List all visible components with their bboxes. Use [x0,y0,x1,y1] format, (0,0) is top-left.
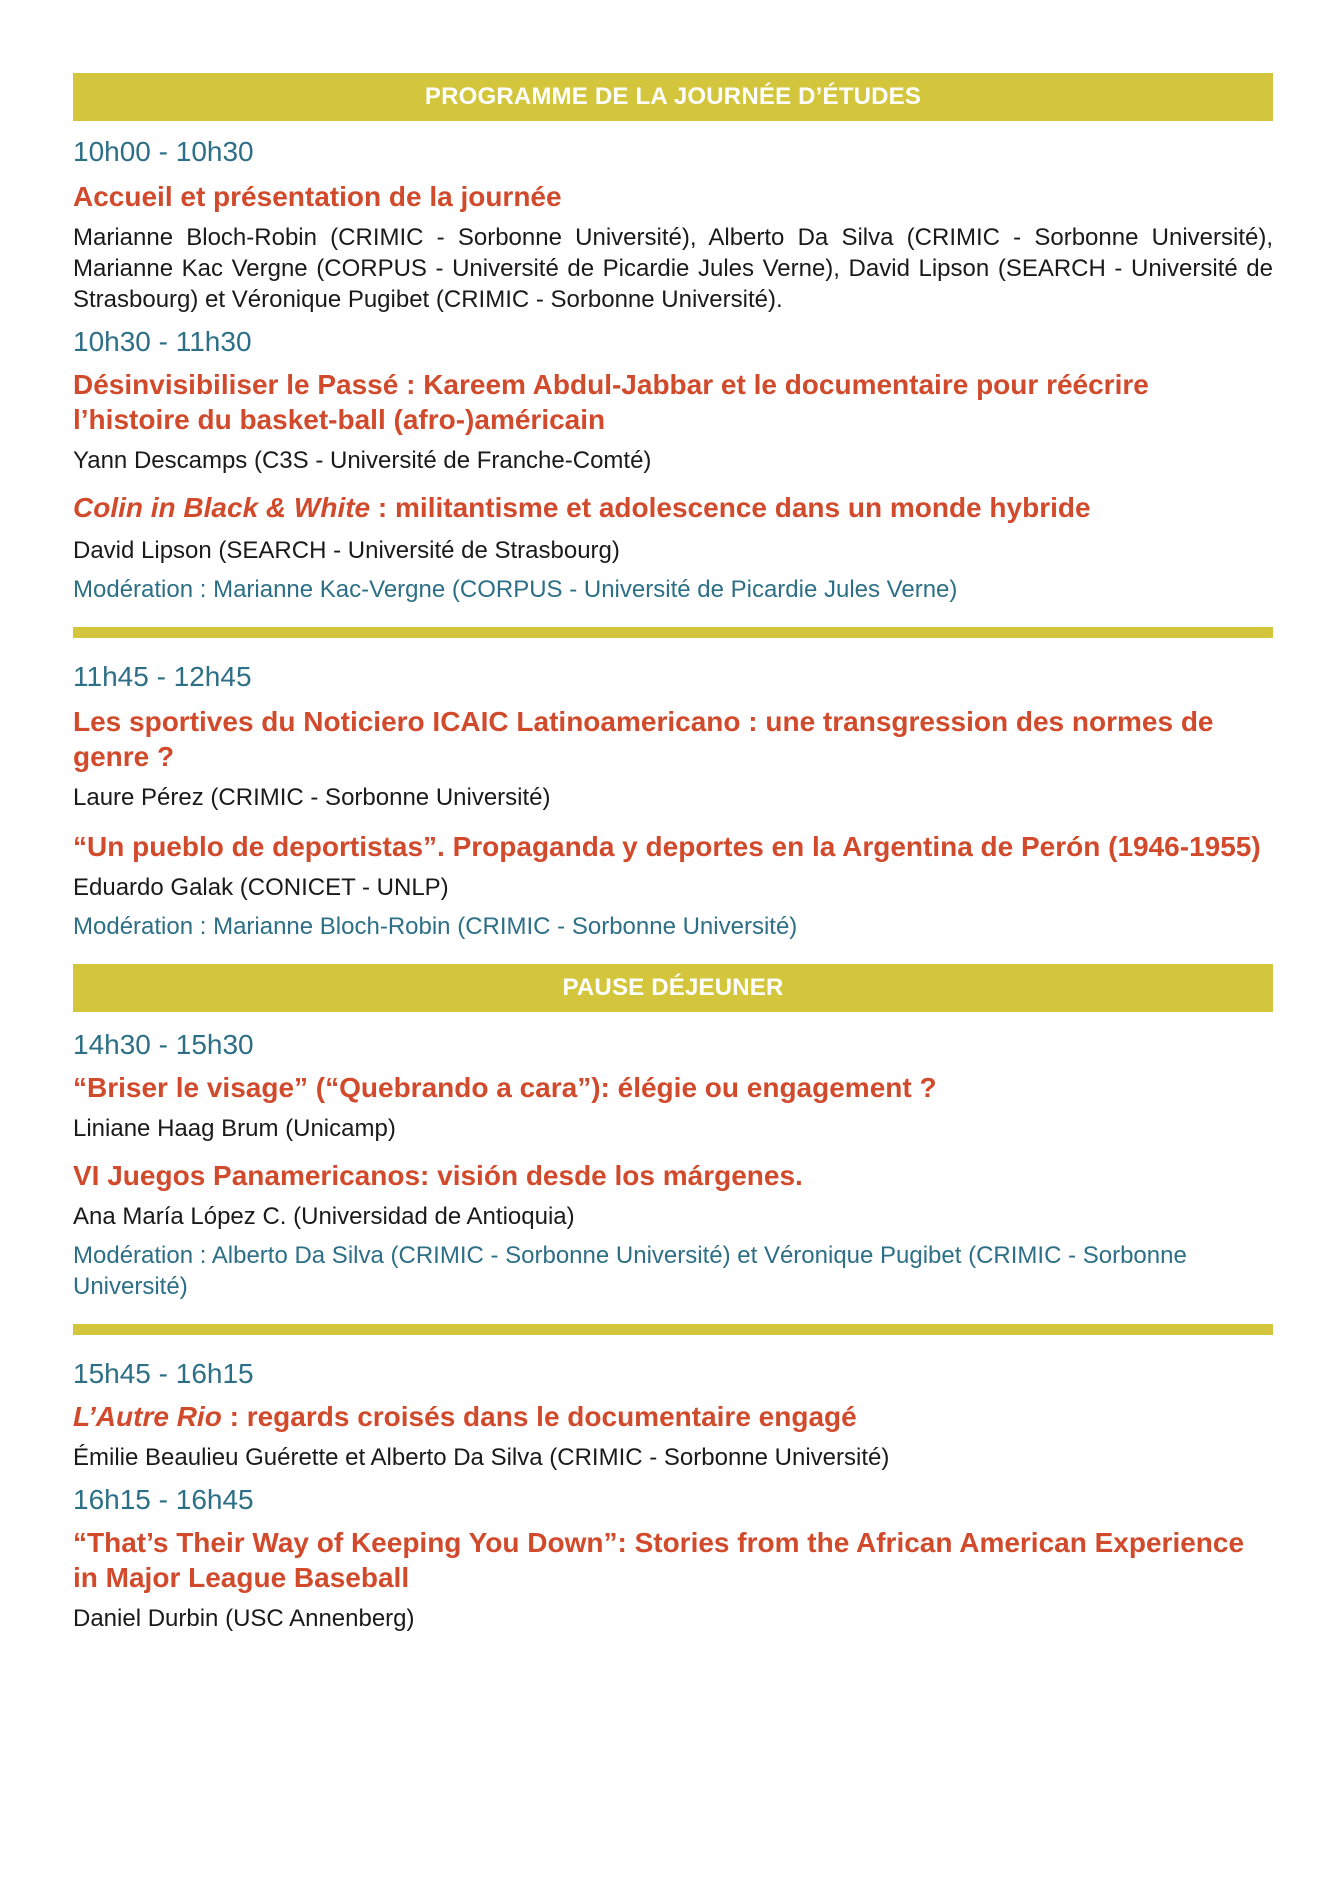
moderation: Modération : Marianne Bloch-Robin (CRIMIC - Sorbonne Université) [73,913,798,940]
talk-title [73,490,1273,525]
session-time: 15h45 - 16h15 [73,1358,254,1389]
session-time: 10h30 - 11h30 [73,326,252,357]
moderation: Modération : Marianne Kac-Vergne (CORPUS - Université de Picardie Jules Verne) [73,576,958,603]
talk-title: VI Juegos Panamericanos: visión desde los márgenes. [73,1160,803,1191]
talk-title [73,1399,1273,1434]
film-title: L’Autre Rio [73,1401,222,1432]
section-divider [73,627,1273,638]
session-time: 10h00 - 10h30 [73,136,254,167]
talk-speaker: Ana María López C. (Universidad de Antioquia) [73,1203,575,1230]
session-time: 16h15 - 16h45 [73,1484,254,1515]
lunch-banner: PAUSE DÉJEUNER [73,964,1273,1012]
session-time: 14h30 - 15h30 [73,1029,254,1060]
talk-speaker: David Lipson (SEARCH - Université de Strasbourg) [73,537,620,564]
talk-title-rest: : regards croisés dans le documentaire engagé [221,1401,857,1432]
talk-speaker: Émilie Beaulieu Guérette et Alberto Da Silva (CRIMIC - Sorbonne Université) [73,1444,890,1471]
talk-speaker: Laure Pérez (CRIMIC - Sorbonne Université) [73,784,551,811]
talk-title: “Un pueblo de deportistas”. Propaganda y deportes en la Argentina de Perón (1946-1955) [73,831,1261,862]
talk-title-rest: : militantisme et adolescence dans un monde hybride [370,492,1091,523]
session-speakers: Marianne Bloch-Robin (CRIMIC - Sorbonne Université), Alberto Da Silva (CRIMIC - Sorbonne Université), Marianne Kac Vergne (CORPUS - Université de Picardie Jules Verne), David Lipson (SEARCH - Université de Strasbourg) et Véronique Pugibet (CRIMIC - Sorbonne Université). [73,224,1273,313]
program-content [73,73,1273,1634]
talk-speaker: Yann Descamps (C3S - Université de Franche-Comté) [73,447,652,474]
program-banner: PROGRAMME DE LA JOURNÉE D’ÉTUDES [73,73,1273,121]
moderation: Modération : Alberto Da Silva (CRIMIC - Sorbonne Université) et Véronique Pugibet (CRIMIC - Sorbonne Université) [73,1242,1187,1300]
film-title: Colin in Black & White [73,492,371,523]
talk-title: Désinvisibiliser le Passé : Kareem Abdul-Jabbar et le documentaire pour réécrire l’histoire du basket-ball (afro-)américain [73,369,1149,435]
talk-speaker: Eduardo Galak (CONICET - UNLP) [73,874,449,901]
session-title: Accueil et présentation de la journée [73,181,562,212]
talk-title: Les sportives du Noticiero ICAIC Latinoamericano : une transgression des normes de genre ? [73,706,1214,772]
talk-speaker: Daniel Durbin (USC Annenberg) [73,1605,415,1632]
talk-title: “Briser le visage” (“Quebrando a cara”): élégie ou engagement ? [73,1072,937,1103]
session-time: 11h45 - 12h45 [73,661,252,692]
talk-speaker: Liniane Haag Brum (Unicamp) [73,1115,396,1142]
section-divider [73,1324,1273,1335]
talk-title: “That’s Their Way of Keeping You Down”: Stories from the African American Experience in Major League Baseball [73,1527,1245,1593]
